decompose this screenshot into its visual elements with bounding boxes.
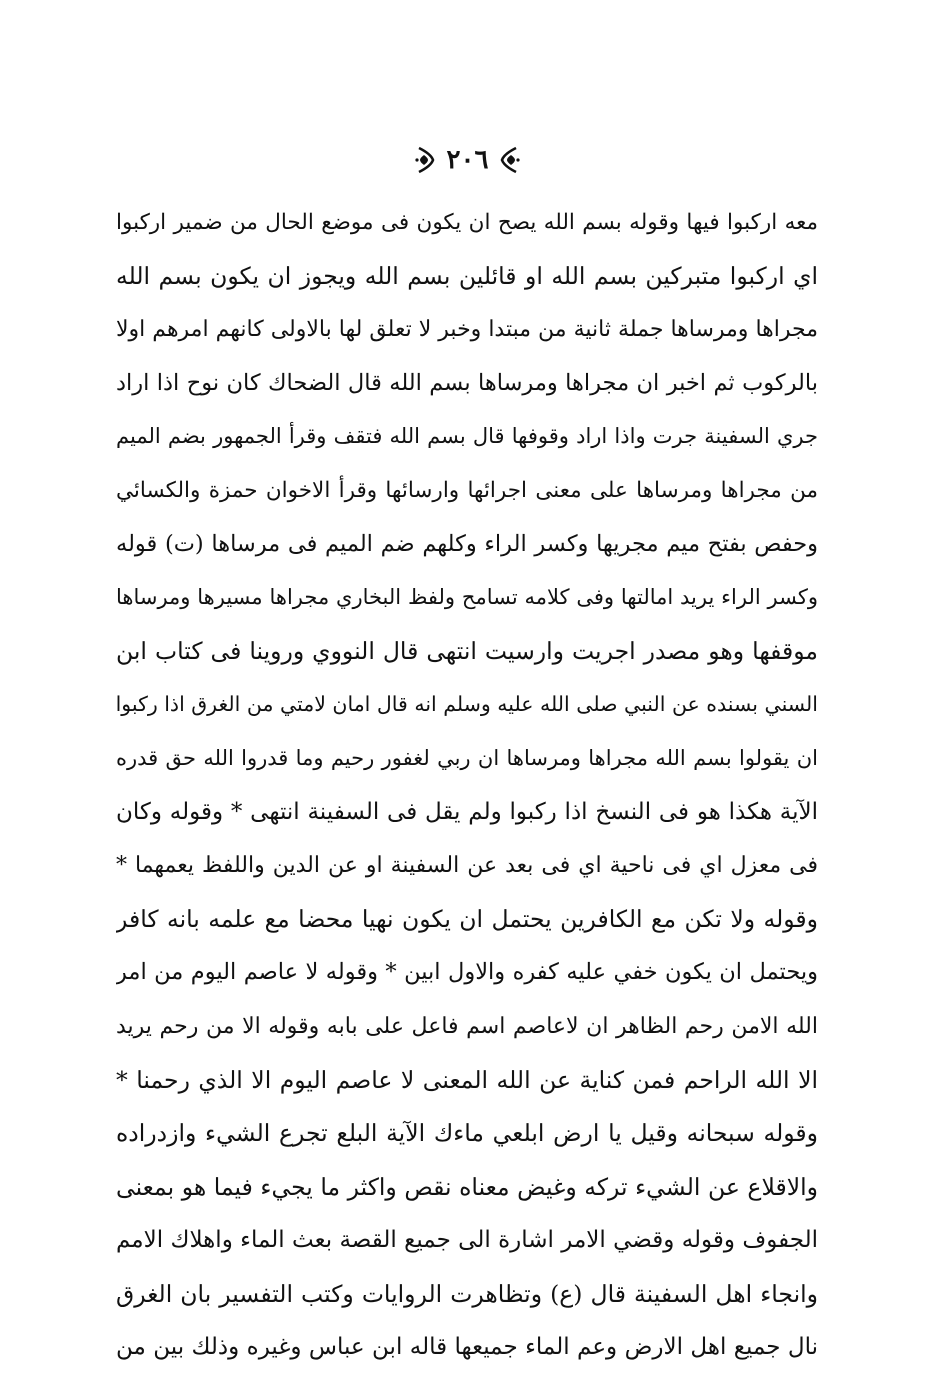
text-line: مجراها ومرساها جملة ثانية من مبتدا وخبر لا تعلق لها بالاولى كانهم امرهم اولا (116, 317, 818, 343)
text-line: فى معزل اي فى ناحية اي فى بعد عن السفينة او عن الدين واللفظ يعمهما * (116, 853, 818, 879)
text-line: الا الله الراحم فمن كناية عن الله المعنى لا عاصم اليوم الا الذي رحمنا * (116, 1065, 818, 1094)
text-line: السني بسنده عن النبي صلى الله عليه وسلم انه قال امان لامتي من الغرق اذا ركبوا (116, 692, 818, 717)
text-line: موقفها وهو مصدر اجريت وارسيت انتهى قال النووي وروينا فى كتاب ابن (116, 636, 818, 665)
text-line: وقوله سبحانه وقيل يا ارض ابلعي ماءك الآية البلع تجرع الشيء وازدراده (116, 1119, 818, 1148)
page-header (0, 138, 935, 182)
text-line: اي اركبوا متبركين بسم الله او قائلين بسم الله ويجوز ان يكون بسم الله (116, 261, 818, 290)
text-line: من مجراها ومرساها على معنى اجرائها وارسائها وقرأ الاخوان حمزة والكسائي (116, 477, 818, 503)
text-line: جري السفينة جرت واذا اراد وقوفها قال بسم الله فتقف وقرأ الجمهور بضم الميم (116, 424, 818, 449)
text-line: الجفوف وقوله وقضي الامر اشارة الى جميع القصة بعث الماء واهلاك الامم (116, 1227, 818, 1254)
text-line: الآية هكذا هو فى النسخ اذا ركبوا ولم يقل فى السفينة انتهى * وقوله وكان (116, 798, 818, 825)
text-line: وحفص بفتح ميم مجريها وكسر الراء وكلهم ضم الميم فى مرساها (ت) قوله (116, 530, 818, 557)
page-number: ٢٠٦ (446, 145, 489, 175)
text-line: ويحتمل ان يكون خفي عليه كفره والاول ابين * وقوله لا عاصم اليوم من امر (116, 959, 818, 986)
left-ornament-icon (415, 146, 437, 174)
text-line: بالركوب ثم اخبر ان مجراها ومرساها بسم الله قال الضحاك كان نوح اذا اراد (116, 369, 818, 396)
text-line: وكسر الراء يريد امالتها وفى كلامه تسامح ولفظ البخاري مجراها مسيرها ومرساها (116, 585, 818, 610)
text-line: والاقلاع عن الشيء تركه وغيض معناه نقص واكثر ما يجيء فيما هو بمعنى (116, 1172, 818, 1201)
right-ornament-icon (498, 146, 520, 174)
text-line: وانجاء اهل السفينة قال (ع) وتظاهرت الروايات وكتب التفسير بان الغرق (116, 1279, 818, 1308)
text-line: نال جميع اهل الارض وعم الماء جميعها قاله ابن عباس وغيره وذلك بين من (116, 1334, 818, 1361)
text-line: وقوله ولا تكن مع الكافرين يحتمل ان يكون نهيا محضا مع علمه بانه كافر (116, 904, 818, 933)
text-line: الله الامن رحم الظاهر ان لاعاصم اسم فاعل على بابه وقوله الا من رحم يريد (116, 1013, 818, 1039)
text-line: ان يقولوا بسم الله مجراها ومرساها ان ربي لغفور رحيم وما قدروا الله حق قدره (116, 745, 818, 770)
text-line: معه اركبوا فيها وقوله بسم الله يصح ان يكون فى موضع الحال من ضمير اركبوا (116, 210, 818, 235)
text-body (116, 196, 818, 1375)
